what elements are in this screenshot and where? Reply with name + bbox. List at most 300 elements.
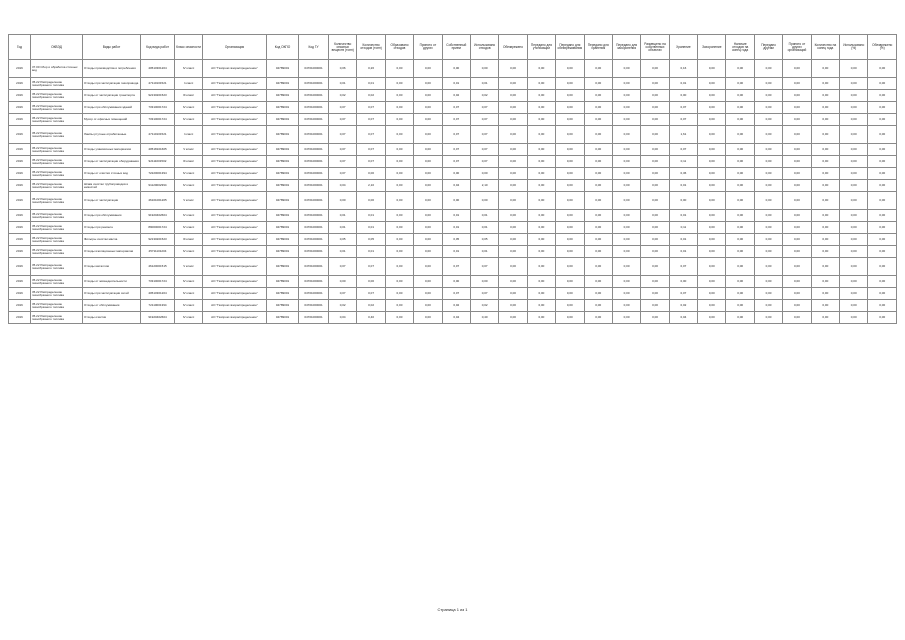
cell-cls: III класс bbox=[175, 156, 203, 168]
cell-value: 0,00 bbox=[641, 312, 669, 324]
cell-value: 0,00 bbox=[783, 168, 811, 180]
cell-value: 0,00 bbox=[868, 288, 897, 300]
table-row bbox=[9, 126, 897, 144]
cell-value: 0,04 bbox=[442, 180, 470, 192]
cell-value: 0,07 bbox=[470, 258, 498, 276]
cell-value: 0,07 bbox=[442, 156, 470, 168]
cell-gu: 04701000001 bbox=[299, 192, 329, 210]
cell-year: 2016 bbox=[9, 144, 31, 156]
cell-value: 0,00 bbox=[414, 312, 442, 324]
cell-value: 0,00 bbox=[783, 288, 811, 300]
cell-code: 91920402604 bbox=[141, 210, 175, 222]
cell-value: 0,00 bbox=[726, 168, 754, 180]
cell-value: 0,00 bbox=[698, 78, 726, 90]
cell-value: 0,00 bbox=[840, 144, 868, 156]
cell-value: 0,07 bbox=[357, 126, 385, 144]
cell-value: 0,00 bbox=[556, 300, 584, 312]
cell-value: 0,00 bbox=[726, 126, 754, 144]
cell-code: 45711101204 bbox=[141, 246, 175, 258]
cell-value: 0,00 bbox=[868, 300, 897, 312]
cell-okved: 35.22 Распределение газообразного топлива bbox=[31, 78, 83, 90]
cell-value: 0,07 bbox=[442, 144, 470, 156]
cell-value: 0,00 bbox=[414, 192, 442, 210]
cell-value: 0,00 bbox=[783, 114, 811, 126]
column-header: Код ГУ bbox=[299, 35, 329, 60]
cell-value: 0,00 bbox=[385, 156, 413, 168]
cell-value: 0,00 bbox=[584, 156, 612, 168]
cell-value: 0,01 bbox=[470, 222, 498, 234]
cell-gu: 04701000001 bbox=[299, 144, 329, 156]
cell-value: 0,00 bbox=[556, 288, 584, 300]
cell-value: 0,00 bbox=[499, 276, 527, 288]
cell-value: 0,00 bbox=[414, 168, 442, 180]
cell-value: 0,07 bbox=[357, 288, 385, 300]
cell-org: АО "Газпром газораспределение" bbox=[203, 312, 267, 324]
page-footer bbox=[0, 607, 905, 612]
cell-value: 0,01 bbox=[442, 210, 470, 222]
cell-value: 0,00 bbox=[726, 180, 754, 192]
table-body bbox=[9, 60, 897, 324]
cell-value: 0,00 bbox=[868, 180, 897, 192]
table-row bbox=[9, 246, 897, 258]
cell-gu: 04701000001 bbox=[299, 126, 329, 144]
cell-value: 0,00 bbox=[556, 90, 584, 102]
cell-value: 0,05 bbox=[470, 234, 498, 246]
cell-gu: 04701000001 bbox=[299, 210, 329, 222]
cell-value: 0,00 bbox=[499, 222, 527, 234]
cell-value: 0,00 bbox=[556, 192, 584, 210]
cell-okved: 35.22 Распределение газообразного топлива bbox=[31, 312, 83, 324]
cell-okpo: 04789001 bbox=[267, 60, 299, 78]
cell-value: 0,00 bbox=[783, 300, 811, 312]
cell-value: 0,01 bbox=[669, 180, 697, 192]
cell-okved: 35.22 Распределение газообразного топлива bbox=[31, 192, 83, 210]
cell-value: 0,00 bbox=[641, 90, 669, 102]
cell-year: 2016 bbox=[9, 300, 31, 312]
cell-value: 0,00 bbox=[414, 102, 442, 114]
cell-work: Отходы от обслуживания bbox=[83, 300, 141, 312]
cell-value: 0,00 bbox=[527, 258, 555, 276]
cell-cls: V класс bbox=[175, 192, 203, 210]
cell-value: 0,00 bbox=[442, 168, 470, 180]
cell-value: 0,05 bbox=[442, 234, 470, 246]
cell-value: 0,00 bbox=[357, 192, 385, 210]
cell-value: 0,01 bbox=[329, 210, 357, 222]
cell-value: 0,00 bbox=[811, 156, 839, 168]
cell-cls: IV класс bbox=[175, 114, 203, 126]
cell-code: 89000001724 bbox=[141, 222, 175, 234]
cell-value: 0,00 bbox=[612, 156, 640, 168]
cell-cls: IV класс bbox=[175, 222, 203, 234]
cell-value: 0,07 bbox=[669, 258, 697, 276]
cell-value: 0,07 bbox=[357, 156, 385, 168]
cell-code: 46120001515 bbox=[141, 258, 175, 276]
cell-value: 0,00 bbox=[754, 168, 782, 180]
cell-value: 0,00 bbox=[556, 168, 584, 180]
cell-value: 0,00 bbox=[584, 288, 612, 300]
cell-value: 0,06 bbox=[329, 60, 357, 78]
cell-okved: 35.22 Распределение газообразного топлива bbox=[31, 300, 83, 312]
cell-value: 0,01 bbox=[470, 210, 498, 222]
table-row bbox=[9, 90, 897, 102]
cell-value: 0,00 bbox=[385, 180, 413, 192]
cell-value: 0,00 bbox=[527, 126, 555, 144]
cell-value: 0,00 bbox=[754, 60, 782, 78]
cell-value: 0,00 bbox=[811, 288, 839, 300]
cell-value: 0,00 bbox=[698, 180, 726, 192]
cell-value: 0,00 bbox=[726, 102, 754, 114]
column-header: Обезврежено bbox=[499, 35, 527, 60]
cell-value: 0,00 bbox=[556, 156, 584, 168]
cell-work: Отходы при обслуживании bbox=[83, 210, 141, 222]
cell-okpo: 04789001 bbox=[267, 276, 299, 288]
table-row bbox=[9, 312, 897, 324]
cell-value: 0,00 bbox=[414, 222, 442, 234]
cell-value: 0,00 bbox=[754, 288, 782, 300]
cell-value: 0,00 bbox=[726, 276, 754, 288]
table-row bbox=[9, 114, 897, 126]
cell-cls: IV класс bbox=[175, 312, 203, 324]
cell-value: 0,00 bbox=[414, 60, 442, 78]
cell-okved: 35.22 Распределение газообразного топлива bbox=[31, 102, 83, 114]
cell-value: 0,00 bbox=[414, 144, 442, 156]
cell-value: 0,07 bbox=[470, 288, 498, 300]
cell-gu: 04701000001 bbox=[299, 102, 329, 114]
cell-code: 47110101521 bbox=[141, 78, 175, 90]
cell-value: 0,00 bbox=[584, 234, 612, 246]
cell-value: 0,00 bbox=[669, 192, 697, 210]
cell-value: 0,00 bbox=[783, 78, 811, 90]
table-row bbox=[9, 276, 897, 288]
cell-cls: IV класс bbox=[175, 60, 203, 78]
cell-work: Отходы от эксплуатации оборудования bbox=[83, 156, 141, 168]
cell-value: 0,00 bbox=[612, 102, 640, 114]
cell-value: 0,00 bbox=[811, 210, 839, 222]
table-row bbox=[9, 288, 897, 300]
cell-okpo: 04789001 bbox=[267, 300, 299, 312]
cell-value: 0,00 bbox=[840, 300, 868, 312]
cell-work: Отходы изоляционных материалов bbox=[83, 246, 141, 258]
cell-value: 0,02 bbox=[357, 90, 385, 102]
cell-gu: 04701000001 bbox=[299, 222, 329, 234]
cell-org: АО "Газпром газораспределение" bbox=[203, 288, 267, 300]
cell-value: 0,00 bbox=[811, 102, 839, 114]
cell-cls: IV класс bbox=[175, 180, 203, 192]
cell-value: 0,00 bbox=[584, 126, 612, 144]
cell-value: 0,00 bbox=[556, 246, 584, 258]
cell-value: 0,07 bbox=[329, 156, 357, 168]
cell-value: 0,00 bbox=[754, 276, 782, 288]
cell-value: 0,00 bbox=[584, 246, 612, 258]
cell-value: 0,00 bbox=[754, 78, 782, 90]
cell-value: 0,00 bbox=[584, 60, 612, 78]
cell-value: 0,00 bbox=[612, 168, 640, 180]
cell-value: 0,00 bbox=[527, 114, 555, 126]
cell-value: 0,00 bbox=[868, 258, 897, 276]
cell-value: 0,00 bbox=[840, 156, 868, 168]
cell-value: 0,00 bbox=[811, 126, 839, 144]
cell-value: 0,02 bbox=[329, 90, 357, 102]
cell-year: 2016 bbox=[9, 78, 31, 90]
cell-value: 0,00 bbox=[385, 126, 413, 144]
cell-value: 0,00 bbox=[556, 312, 584, 324]
cell-value: 0,00 bbox=[556, 144, 584, 156]
cell-value: 0,00 bbox=[385, 276, 413, 288]
cell-value: 0,07 bbox=[442, 114, 470, 126]
cell-value: 0,00 bbox=[584, 168, 612, 180]
cell-year: 2016 bbox=[9, 222, 31, 234]
cell-value: 0,00 bbox=[499, 78, 527, 90]
cell-cls: IV класс bbox=[175, 246, 203, 258]
cell-value: 0,00 bbox=[698, 60, 726, 78]
column-header: Количество опасных веществ (тонн) bbox=[329, 35, 357, 60]
cell-cls: V класс bbox=[175, 144, 203, 156]
cell-code: 40510301204 bbox=[141, 288, 175, 300]
cell-value: 0,07 bbox=[669, 288, 697, 300]
cell-okpo: 04789001 bbox=[267, 126, 299, 144]
cell-value: 0,00 bbox=[868, 312, 897, 324]
cell-value: 0,00 bbox=[385, 114, 413, 126]
cell-value: 0,01 bbox=[329, 78, 357, 90]
cell-value: 0,00 bbox=[385, 234, 413, 246]
cell-gu: 04701000001 bbox=[299, 288, 329, 300]
cell-value: 0,00 bbox=[470, 192, 498, 210]
cell-value: 0,00 bbox=[868, 222, 897, 234]
cell-value: 0,00 bbox=[556, 210, 584, 222]
cell-value: 0,00 bbox=[641, 144, 669, 156]
cell-value: 0,00 bbox=[811, 246, 839, 258]
cell-value: 0,07 bbox=[357, 258, 385, 276]
cell-value: 0,00 bbox=[357, 168, 385, 180]
cell-org: АО "Газпром газораспределение" bbox=[203, 210, 267, 222]
cell-value: 0,00 bbox=[385, 258, 413, 276]
table-row bbox=[9, 210, 897, 222]
cell-work: Отходы производства и потребления bbox=[83, 60, 141, 78]
cell-value: 0,00 bbox=[527, 90, 555, 102]
cell-value: 0,00 bbox=[612, 246, 640, 258]
column-header: Наличие отходов на конец года bbox=[726, 35, 754, 60]
cell-okved: 35.22 Распределение газообразного топлива bbox=[31, 258, 83, 276]
cell-value: 0,04 bbox=[442, 312, 470, 324]
cell-value: 0,01 bbox=[442, 246, 470, 258]
cell-value: 0,00 bbox=[868, 168, 897, 180]
cell-value: 0,00 bbox=[499, 192, 527, 210]
cell-value: 0,00 bbox=[385, 222, 413, 234]
cell-value: 0,00 bbox=[669, 90, 697, 102]
cell-value: 0,00 bbox=[612, 78, 640, 90]
cell-okved: 35.22 Распределение газообразного топлива bbox=[31, 246, 83, 258]
table-row bbox=[9, 180, 897, 192]
cell-value: 0,00 bbox=[698, 312, 726, 324]
cell-value: 0,16 bbox=[669, 60, 697, 78]
cell-value: 0,04 bbox=[329, 312, 357, 324]
cell-code: 47110101521 bbox=[141, 126, 175, 144]
cell-org: АО "Газпром газораспределение" bbox=[203, 90, 267, 102]
cell-value: 0,00 bbox=[527, 102, 555, 114]
cell-value: 0,07 bbox=[329, 114, 357, 126]
cell-okved: 37.00 Сбор и обработка сточных вод bbox=[31, 60, 83, 78]
cell-okpo: 04789001 bbox=[267, 192, 299, 210]
cell-value: 0,00 bbox=[754, 312, 782, 324]
cell-value: 0,00 bbox=[584, 192, 612, 210]
cell-work: Отходы металлов bbox=[83, 258, 141, 276]
cell-value: 0,07 bbox=[470, 114, 498, 126]
cell-value: 0,00 bbox=[527, 300, 555, 312]
cell-value: 0,05 bbox=[329, 234, 357, 246]
cell-value: 0,00 bbox=[499, 288, 527, 300]
cell-value: 0,07 bbox=[669, 144, 697, 156]
cell-value: 0,00 bbox=[726, 210, 754, 222]
cell-work: Отходы при обслуживании зданий bbox=[83, 102, 141, 114]
cell-value: 0,36 bbox=[669, 168, 697, 180]
cell-value: 0,00 bbox=[556, 126, 584, 144]
cell-value: 0,00 bbox=[527, 276, 555, 288]
cell-okpo: 04789001 bbox=[267, 156, 299, 168]
cell-code: 46101001205 bbox=[141, 192, 175, 210]
cell-okved: 35.22 Распределение газообразного топлива bbox=[31, 234, 83, 246]
cell-value: 0,00 bbox=[698, 144, 726, 156]
cell-value: 0,00 bbox=[783, 192, 811, 210]
cell-year: 2016 bbox=[9, 258, 31, 276]
cell-value: 0,00 bbox=[840, 258, 868, 276]
cell-value: 0,05 bbox=[357, 234, 385, 246]
cell-value: 0,00 bbox=[868, 276, 897, 288]
cell-cls: IV класс bbox=[175, 210, 203, 222]
cell-value: 0,00 bbox=[527, 288, 555, 300]
table-row bbox=[9, 192, 897, 210]
cell-value: 0,00 bbox=[612, 276, 640, 288]
cell-value: 0,00 bbox=[584, 144, 612, 156]
cell-cls: IV класс bbox=[175, 300, 203, 312]
cell-value: 0,00 bbox=[840, 114, 868, 126]
cell-value: 0,00 bbox=[754, 246, 782, 258]
cell-value: 0,00 bbox=[868, 144, 897, 156]
cell-value: 0,07 bbox=[357, 102, 385, 114]
cell-work: Мусор от офисных помещений bbox=[83, 114, 141, 126]
cell-value: 0,00 bbox=[385, 144, 413, 156]
cell-gu: 04701000001 bbox=[299, 180, 329, 192]
cell-value: 0,00 bbox=[840, 234, 868, 246]
cell-value: 0,00 bbox=[584, 312, 612, 324]
cell-value: 0,00 bbox=[414, 234, 442, 246]
cell-okved: 35.22 Распределение газообразного топлива bbox=[31, 210, 83, 222]
column-header: Передано другим bbox=[754, 35, 782, 60]
cell-value: 0,00 bbox=[556, 60, 584, 78]
cell-value: 0,00 bbox=[556, 180, 584, 192]
cell-value: 0,00 bbox=[641, 60, 669, 78]
report-page bbox=[8, 34, 897, 324]
cell-value: 0,00 bbox=[726, 114, 754, 126]
cell-value: 0,01 bbox=[442, 78, 470, 90]
cell-value: 0,00 bbox=[726, 258, 754, 276]
cell-value: 0,00 bbox=[499, 168, 527, 180]
table-row bbox=[9, 60, 897, 78]
cell-value: 0,00 bbox=[442, 276, 470, 288]
cell-work: Фильтры очистки масла bbox=[83, 234, 141, 246]
cell-value: 0,00 bbox=[840, 60, 868, 78]
cell-value: 0,00 bbox=[470, 60, 498, 78]
cell-okpo: 04789001 bbox=[267, 90, 299, 102]
cell-value: 0,00 bbox=[868, 192, 897, 210]
cell-okved: 35.22 Распределение газообразного топлива bbox=[31, 222, 83, 234]
cell-value: 0,00 bbox=[868, 234, 897, 246]
cell-value: 0,00 bbox=[385, 210, 413, 222]
cell-value: 0,00 bbox=[612, 300, 640, 312]
cell-value: 0,00 bbox=[783, 180, 811, 192]
cell-value: 0,00 bbox=[641, 288, 669, 300]
cell-value: 0,01 bbox=[357, 246, 385, 258]
cell-gu: 04701000001 bbox=[299, 276, 329, 288]
column-header: Передано для хранения bbox=[584, 35, 612, 60]
cell-value: 0,11 bbox=[669, 222, 697, 234]
cell-value: 0,07 bbox=[470, 156, 498, 168]
cell-value: 0,00 bbox=[499, 180, 527, 192]
cell-value: 0,00 bbox=[868, 90, 897, 102]
cell-okpo: 04789001 bbox=[267, 222, 299, 234]
cell-value: 0,00 bbox=[556, 276, 584, 288]
cell-value: 0,00 bbox=[868, 60, 897, 78]
cell-code: 73310001724 bbox=[141, 276, 175, 288]
cell-value: 0,00 bbox=[698, 168, 726, 180]
cell-value: 0,07 bbox=[442, 126, 470, 144]
cell-cls: IV класс bbox=[175, 102, 203, 114]
cell-org: АО "Газпром газораспределение" bbox=[203, 234, 267, 246]
cell-year: 2016 bbox=[9, 156, 31, 168]
cell-value: 0,00 bbox=[641, 114, 669, 126]
table-row bbox=[9, 144, 897, 156]
cell-value: 0,00 bbox=[527, 210, 555, 222]
cell-value: 0,00 bbox=[698, 126, 726, 144]
cell-value: 0,00 bbox=[442, 60, 470, 78]
cell-okved: 35.22 Распределение газообразного топлива bbox=[31, 156, 83, 168]
cell-code: 92111001502 bbox=[141, 156, 175, 168]
cell-okpo: 04789001 bbox=[267, 234, 299, 246]
cell-okved: 35.22 Распределение газообразного топлива bbox=[31, 126, 83, 144]
cell-work: Лампы ртутные отработанные bbox=[83, 126, 141, 144]
column-header: Количество отходов (тонн) bbox=[357, 35, 385, 60]
cell-value: 0,00 bbox=[868, 78, 897, 90]
cell-year: 2016 bbox=[9, 312, 31, 324]
cell-org: АО "Газпром газораспределение" bbox=[203, 102, 267, 114]
cell-value: 0,00 bbox=[641, 192, 669, 210]
cell-value: 0,00 bbox=[385, 78, 413, 90]
cell-org: АО "Газпром газораспределение" bbox=[203, 144, 267, 156]
cell-value: 0,00 bbox=[612, 288, 640, 300]
cell-value: 0,00 bbox=[527, 246, 555, 258]
cell-value: 0,01 bbox=[329, 246, 357, 258]
cell-gu: 04701000001 bbox=[299, 114, 329, 126]
cell-value: 0,00 bbox=[641, 300, 669, 312]
cell-work: Отходы от эксплуатации транспорта bbox=[83, 90, 141, 102]
cell-value: 0,00 bbox=[527, 156, 555, 168]
cell-value: 0,00 bbox=[669, 276, 697, 288]
cell-value: 0,00 bbox=[385, 90, 413, 102]
cell-okved: 35.22 Распределение газообразного топлива bbox=[31, 288, 83, 300]
cell-value: 0,00 bbox=[499, 234, 527, 246]
cell-value: 0,07 bbox=[329, 258, 357, 276]
cell-value: 0,00 bbox=[556, 114, 584, 126]
cell-value: 0,00 bbox=[783, 126, 811, 144]
column-header: Год bbox=[9, 35, 31, 60]
cell-value: 0,00 bbox=[499, 300, 527, 312]
cell-work: Отходы упаковочных материалов bbox=[83, 144, 141, 156]
table-row bbox=[9, 102, 897, 114]
cell-value: 0,00 bbox=[556, 222, 584, 234]
table-row bbox=[9, 78, 897, 90]
cell-value: 0,00 bbox=[499, 246, 527, 258]
cell-value: 0,00 bbox=[641, 126, 669, 144]
cell-year: 2016 bbox=[9, 102, 31, 114]
